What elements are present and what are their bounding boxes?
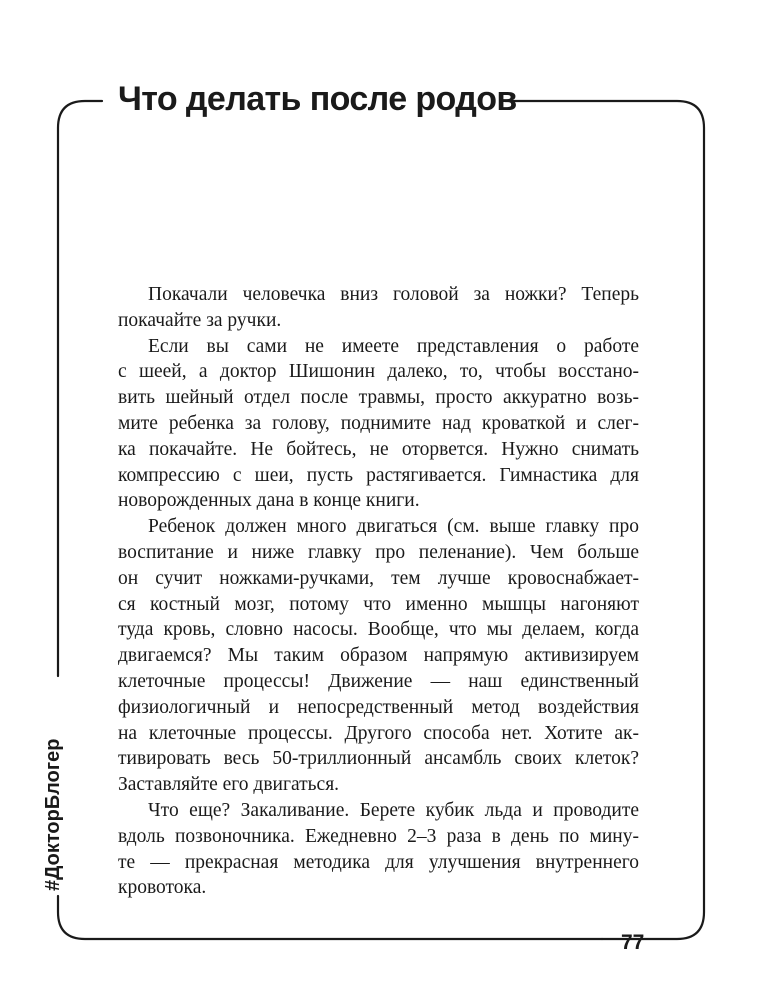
article-body	[118, 282, 639, 901]
text-line: двигаемся? Мы таким образом напрямую активизируем	[118, 645, 639, 667]
frame-bottom-left-rule	[58, 896, 602, 939]
paragraph	[118, 514, 639, 798]
text-line: вдоль позвоночника. Ежедневно 2–3 раза в день по мину-	[118, 825, 639, 847]
text-line: воспитание и ниже главку про пеленание). Чем больше	[118, 541, 639, 563]
paragraph	[118, 334, 639, 515]
text-line: клеточные процессы! Движение — наш единственный	[118, 670, 639, 692]
text-line: Покачали человечка вниз головой за ножки? Теперь	[148, 284, 639, 305]
text-line: тивировать весь 50-триллионный ансамбль своих клеток?	[118, 748, 639, 770]
text-line: на клеточные процессы. Другого способа нет. Хотите ак-	[118, 722, 639, 744]
text-line: Ребенок должен много двигаться (см. выше главку про	[148, 516, 639, 538]
text-line: туда кровь, словно насосы. Вообще, что мы делаем, когда	[118, 619, 639, 641]
text-line: он сучит ножками-ручками, тем лучше кровоснабжает-	[118, 567, 639, 589]
paragraph	[118, 798, 639, 901]
frame-top-left-rule	[58, 101, 102, 676]
text-line: кровотока.	[118, 877, 207, 899]
text-line: новорожденных дана в конце книги.	[118, 490, 420, 512]
page-title: Что делать после родов	[118, 80, 517, 118]
text-line: ся костный мозг, потому что именно мышцы нагоняют	[118, 593, 639, 615]
page-number: 77	[621, 931, 645, 954]
text-line: те — прекрасная методика для улучшения внутреннего	[118, 851, 639, 873]
text-line: с шеей, а доктор Шишонин далеко, то, чтобы восстано-	[118, 361, 639, 383]
paragraph	[118, 282, 639, 334]
text-line: мите ребенка за голову, поднимите над кроваткой и слег-	[118, 412, 639, 434]
text-line: компрессию с шеи, пусть растягивается. Гимнастика для	[118, 464, 639, 486]
text-line: покачайте за ручки.	[118, 309, 282, 331]
text-line: вить шейный отдел после травмы, просто аккуратно возь-	[118, 387, 639, 409]
side-hashtag: #ДокторБлогер	[42, 738, 64, 891]
text-line: Если вы сами не имеете представления о работе	[148, 335, 639, 357]
text-line: физиологичный и непосредственный метод воздействия	[118, 696, 639, 718]
text-line: ка покачайте. Не бойтесь, не оторвется. Нужно снимать	[118, 438, 639, 460]
text-line: Заставляйте его двигаться.	[118, 774, 340, 796]
text-line: Что еще? Закаливание. Берете кубик льда и проводите	[148, 799, 639, 821]
